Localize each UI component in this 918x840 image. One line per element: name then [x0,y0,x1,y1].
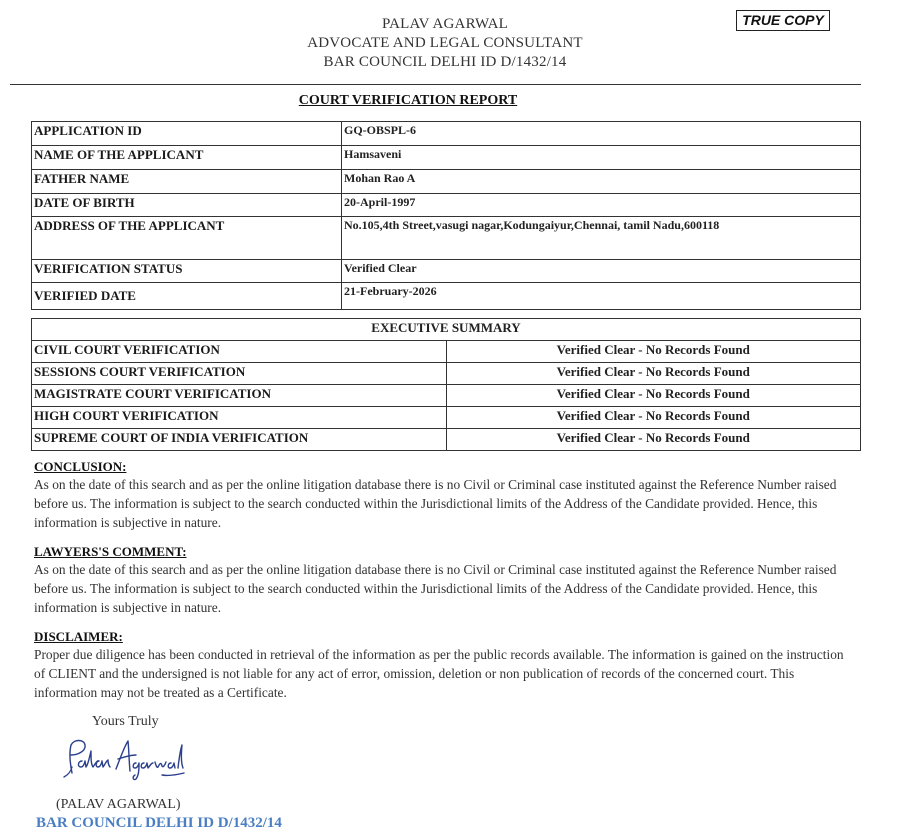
disclaimer-section [34,629,849,702]
table-row [32,122,861,146]
signatory-name: (PALAV AGARWAL) [56,797,181,812]
table-row [32,146,861,170]
table-row [32,194,861,217]
table-row [32,385,861,407]
executive-summary-table [31,318,861,451]
lawyers-comment-heading: LAWYERS'S COMMENT: [34,544,187,559]
report-title: COURT VERIFICATION REPORT [298,93,518,108]
detail-value: Hamsaveni [342,146,861,170]
table-row [32,407,861,429]
signatory-bar-id: BAR COUNCIL DELHI ID D/1432/14 [36,815,282,831]
summary-result: Verified Clear - No Records Found [446,341,861,363]
conclusion-section [34,459,849,532]
advocate-designation: ADVOCATE AND LEGAL CONSULTANT [307,35,583,51]
summary-result: Verified Clear - No Records Found [446,385,861,407]
detail-value: No.105,4th Street,vasugi nagar,Kodungaiyur,Chennai, tamil Nadu,600118 [342,217,861,260]
detail-value: 21-February-2026 [342,283,861,310]
disclaimer-heading: DISCLAIMER: [34,629,123,644]
detail-label: DATE OF BIRTH [32,194,342,217]
table-row [32,283,861,310]
detail-label: ADDRESS OF THE APPLICANT [32,217,342,260]
detail-label: NAME OF THE APPLICANT [32,146,342,170]
summary-result: Verified Clear - No Records Found [446,407,861,429]
table-row [32,341,861,363]
summary-label: SESSIONS COURT VERIFICATION [32,363,447,385]
advocate-bar-id: BAR COUNCIL DELHI ID D/1432/14 [323,54,567,70]
summary-label: MAGISTRATE COURT VERIFICATION [32,385,447,407]
detail-label: APPLICATION ID [32,122,342,146]
closing-salutation: Yours Truly [92,714,159,729]
table-row [32,170,861,194]
detail-label: VERIFICATION STATUS [32,260,342,283]
summary-heading: EXECUTIVE SUMMARY [32,319,861,341]
advocate-name: PALAV AGARWAL [381,16,509,32]
summary-result: Verified Clear - No Records Found [446,363,861,385]
detail-label: VERIFIED DATE [32,283,342,310]
summary-result: Verified Clear - No Records Found [446,429,861,451]
lawyers-comment-section [34,544,849,617]
conclusion-heading: CONCLUSION: [34,459,127,474]
header-divider [10,84,861,85]
lawyers-comment-text: As on the date of this search and as per the online litigation database there is no Civil or Criminal case instituted against the Reference Number raised before us. The information is subject to the search conducted within the Jurisdictional limits of the Address of the Candidate provided. Hence, this information is subjective in nature. [34,562,837,615]
detail-value: 20-April-1997 [342,194,861,217]
true-copy-stamp: TRUE COPY [736,10,830,31]
detail-value: Verified Clear [342,260,861,283]
detail-value: Mohan Rao A [342,170,861,194]
summary-label: SUPREME COURT OF INDIA VERIFICATION [32,429,447,451]
table-row [32,319,861,341]
table-row [32,217,861,260]
detail-value: GQ-OBSPL-6 [342,122,861,146]
table-row [32,260,861,283]
detail-label: FATHER NAME [32,170,342,194]
table-row [32,429,861,451]
signature-image [58,733,190,788]
disclaimer-text: Proper due diligence has been conducted in retrieval of the information as per the public records available. The information is gained on the instruction of CLIENT and the undersigned is not liable for any act of error, omission, deletion or non publication of records of the concerned court. This information may not be treated as a Certificate. [34,647,844,700]
applicant-details-table [31,121,861,310]
summary-label: CIVIL COURT VERIFICATION [32,341,447,363]
summary-label: HIGH COURT VERIFICATION [32,407,447,429]
conclusion-text: As on the date of this search and as per the online litigation database there is no Civil or Criminal case instituted against the Reference Number raised before us. The information is subject to the search conducted within the Jurisdictional limits of the Address of the Candidate provided. Hence, this information is subjective in nature. [34,477,837,530]
table-row [32,363,861,385]
